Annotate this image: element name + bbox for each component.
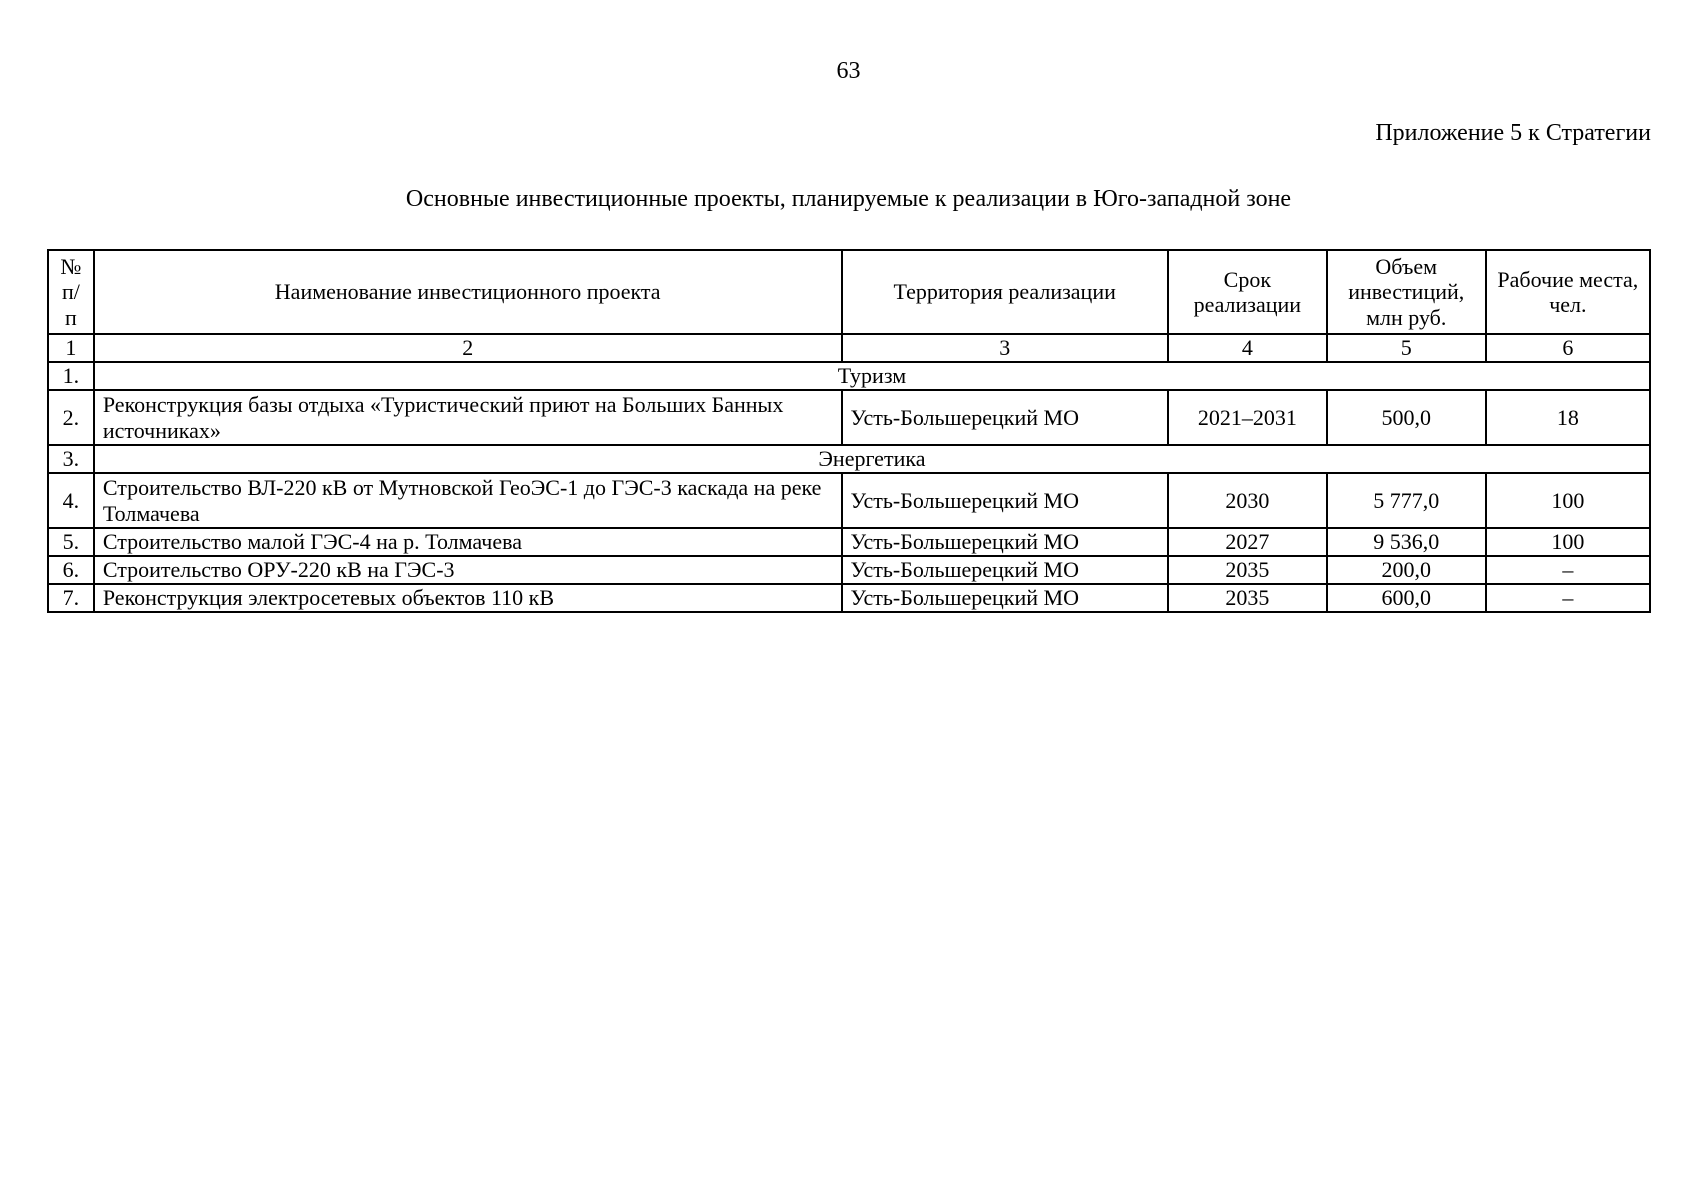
period: 2021–2031 (1168, 390, 1327, 445)
projects-table (47, 249, 1651, 613)
territory: Усть-Большерецкий МО (842, 473, 1168, 528)
section-row (48, 362, 1650, 390)
investment: 200,0 (1327, 556, 1486, 584)
header-cell-num: № п/п (48, 250, 94, 334)
row-number: 1. (48, 362, 94, 390)
table-row (48, 390, 1650, 445)
document-title: Основные инвестиционные проекты, планируемые к реализации в Юго-западной зоне (405, 186, 1292, 212)
table-row (48, 556, 1650, 584)
jobs: 18 (1486, 390, 1650, 445)
jobs: – (1486, 556, 1650, 584)
column-number-cell: 5 (1327, 334, 1486, 362)
project-name: Строительство ВЛ-220 кВ от Мутновской ГеоЭС-1 до ГЭС-3 каскада на реке Толмачева (94, 473, 842, 528)
investment: 600,0 (1327, 584, 1486, 612)
header-cell-territory: Территория реализации (842, 250, 1168, 334)
page-number: 63 (836, 58, 861, 84)
row-number: 3. (48, 445, 94, 473)
section-row (48, 445, 1650, 473)
column-number-cell: 6 (1486, 334, 1650, 362)
period: 2030 (1168, 473, 1327, 528)
project-name: Реконструкция электросетевых объектов 110 кВ (94, 584, 842, 612)
table-body (48, 250, 1650, 612)
header-cell-name: Наименование инвестиционного проекта (94, 250, 842, 334)
jobs: 100 (1486, 528, 1650, 556)
header-cell-period: Срок реализации (1168, 250, 1327, 334)
header-cell-investment: Объем инвестиций, млн руб. (1327, 250, 1486, 334)
territory: Усть-Большерецкий МО (842, 556, 1168, 584)
column-number-cell: 3 (842, 334, 1168, 362)
territory: Усть-Большерецкий МО (842, 528, 1168, 556)
project-name: Строительство малой ГЭС-4 на р. Толмачева (94, 528, 842, 556)
territory: Усть-Большерецкий МО (842, 390, 1168, 445)
period: 2035 (1168, 584, 1327, 612)
table-row (48, 528, 1650, 556)
column-number-row (48, 334, 1650, 362)
row-number: 4. (48, 473, 94, 528)
jobs: 100 (1486, 473, 1650, 528)
row-number: 7. (48, 584, 94, 612)
project-name: Строительство ОРУ-220 кВ на ГЭС-3 (94, 556, 842, 584)
appendix-label: Приложение 5 к Стратегии (1375, 120, 1651, 146)
table-row (48, 584, 1650, 612)
period: 2035 (1168, 556, 1327, 584)
section-label: Энергетика (94, 445, 1650, 473)
header-cell-jobs: Рабочие места, чел. (1486, 250, 1650, 334)
territory: Усть-Большерецкий МО (842, 584, 1168, 612)
row-number: 5. (48, 528, 94, 556)
investment: 5 777,0 (1327, 473, 1486, 528)
section-label: Туризм (94, 362, 1650, 390)
investment: 9 536,0 (1327, 528, 1486, 556)
column-number-cell: 1 (48, 334, 94, 362)
period: 2027 (1168, 528, 1327, 556)
row-number: 6. (48, 556, 94, 584)
jobs: – (1486, 584, 1650, 612)
row-number: 2. (48, 390, 94, 445)
column-number-cell: 2 (94, 334, 842, 362)
investment: 500,0 (1327, 390, 1486, 445)
header-row (48, 250, 1650, 334)
project-name: Реконструкция базы отдыха «Туристический приют на Больших Банных источниках» (94, 390, 842, 445)
column-number-cell: 4 (1168, 334, 1327, 362)
table-row (48, 473, 1650, 528)
